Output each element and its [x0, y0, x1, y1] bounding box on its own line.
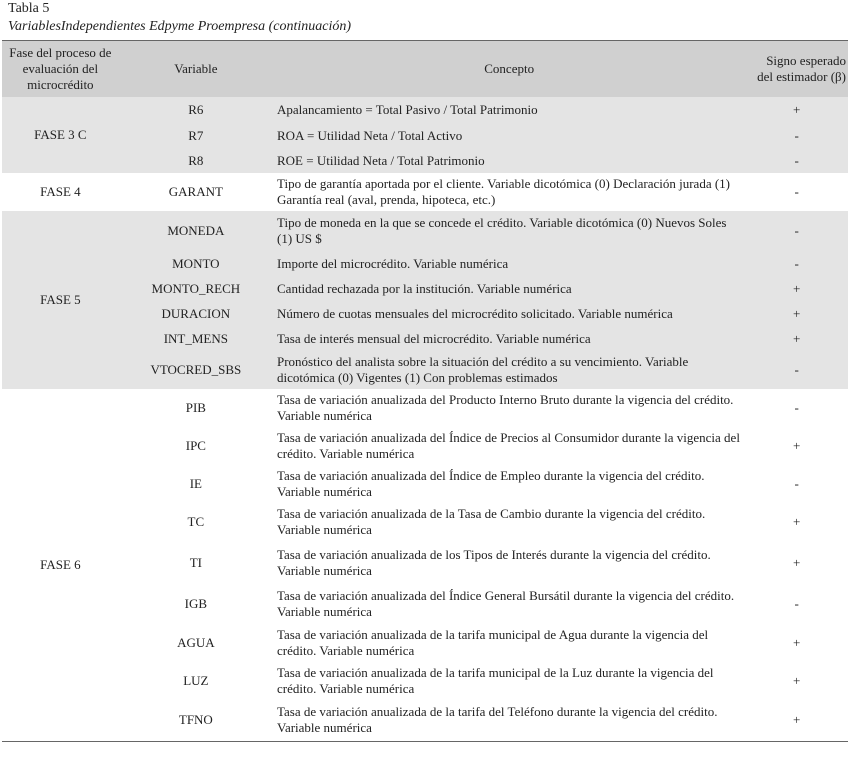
table-row — [2, 251, 848, 276]
concepto-cell: Tasa de variación anualizada del Índice de Empleo durante la vigencia del crédito. Variable numérica — [277, 468, 705, 499]
signo-cell: + — [793, 673, 801, 688]
table-row — [2, 465, 848, 503]
table-row — [2, 123, 848, 148]
variable-cell: GARANT — [168, 184, 223, 199]
variable-cell: IGB — [184, 596, 208, 611]
table-row — [2, 326, 848, 351]
header-signo: Signo esperado del estimador (β) — [757, 53, 846, 84]
header-fase: Fase del proceso de evaluación del microcrédito — [9, 45, 112, 92]
concepto-cell: Cantidad rechazada por la institución. Variable numérica — [277, 280, 572, 296]
table-row — [2, 148, 848, 173]
variable-cell: MONEDA — [167, 223, 225, 238]
table-row — [2, 211, 848, 251]
table-row — [2, 351, 848, 389]
variable-cell: R6 — [188, 102, 204, 117]
group-fase-6 — [2, 389, 848, 741]
variable-cell: TFNO — [178, 712, 213, 728]
signo-cell: - — [794, 362, 799, 377]
signo-cell: + — [793, 554, 801, 570]
table-header-row — [2, 41, 848, 98]
variable-cell: R8 — [188, 152, 204, 168]
concepto-cell: ROA = Utilidad Neta / Total Activo — [277, 127, 463, 143]
group-fase-4 — [2, 173, 848, 211]
concepto-cell: Tasa de variación anualizada del Producto Interno Bruto durante la vigencia del crédito. Variable numérica — [277, 392, 734, 423]
variable-cell: INT_MENS — [163, 330, 228, 346]
table-label: Tabla 5 — [8, 1, 50, 16]
signo-cell: - — [794, 223, 799, 238]
fase-cell: FASE 4 — [40, 184, 81, 199]
variable-cell: TC — [187, 514, 205, 529]
fase-cell: FASE 3 C — [34, 127, 87, 142]
signo-cell: - — [794, 596, 799, 611]
variable-cell: PIB — [185, 400, 206, 415]
signo-cell: - — [794, 400, 799, 415]
fase-cell: FASE 6 — [40, 556, 81, 572]
group-fase-5 — [2, 211, 848, 389]
concepto-cell: Pronóstico del analista sobre la situación del crédito a su vencimiento. Variable dicotómica (0) Vigentes (1) Con problemas estimados — [277, 354, 689, 385]
concepto-cell: Importe del microcrédito. Variable numérica — [277, 255, 509, 271]
signo-cell: - — [794, 255, 799, 271]
signo-cell: + — [793, 305, 801, 321]
variable-cell: DURACION — [161, 305, 231, 321]
concepto-cell: Número de cuotas mensuales del microcrédito solicitado. Variable numérica — [277, 305, 673, 321]
concepto-cell: Tipo de garantía aportada por el cliente. Variable dicotómica (0) Declaración jurada (1) Garantía real (aval, prenda, hipoteca, etc.) — [277, 176, 731, 207]
signo-cell: + — [793, 280, 801, 296]
concepto-cell: Tasa de variación anualizada de la Tasa de Cambio durante la vigencia del crédito. Variable numérica — [277, 506, 706, 537]
table-row — [2, 173, 848, 211]
signo-cell: - — [794, 152, 799, 168]
concepto-cell: Tasa de variación anualizada de la tarifa municipal de Agua durante la vigencia del crédito. Variable numérica — [277, 627, 709, 658]
concepto-cell: Tasa de variación anualizada de la tarifa municipal de la Luz durante la vigencia del crédito. Variable numérica — [277, 665, 714, 696]
signo-cell: + — [793, 330, 801, 346]
variable-cell: IPC — [185, 438, 206, 453]
table-row — [2, 662, 848, 700]
concepto-cell: Apalancamiento = Total Pasivo / Total Patrimonio — [277, 102, 538, 117]
variable-cell: IE — [189, 476, 202, 491]
concepto-cell: Tasa de variación anualizada del Índice de Precios al Consumidor durante la vigencia del crédito. Variable numérica — [277, 430, 740, 461]
variable-cell: MONTO — [172, 255, 220, 271]
variable-cell: VTOCRED_SBS — [150, 362, 242, 377]
concepto-cell: Tasa de variación anualizada del Índice General Bursátil durante la vigencia del crédito. Variable numérica — [277, 588, 735, 619]
signo-cell: + — [793, 438, 801, 453]
concepto-cell: Tipo de moneda en la que se concede el crédito. Variable dicotómica (0) Nuevos Soles (1) US $ — [277, 215, 727, 246]
signo-cell: - — [794, 127, 799, 143]
table-row — [2, 389, 848, 427]
variable-cell: R7 — [188, 127, 204, 143]
signo-cell: + — [793, 712, 801, 728]
table-row — [2, 503, 848, 541]
variable-cell: LUZ — [183, 673, 209, 688]
signo-cell: + — [793, 514, 801, 529]
fase-cell: FASE 5 — [40, 292, 81, 307]
concepto-cell: Tasa de variación anualizada de la tarifa del Teléfono durante la vigencia del crédito. Variable numérica — [277, 704, 718, 736]
signo-cell: - — [794, 476, 799, 491]
table-row — [2, 276, 848, 301]
table-row — [2, 301, 848, 326]
table-title: VariablesIndependientes Edpyme Proempresa (continuación) — [8, 19, 352, 34]
signo-cell: + — [793, 635, 801, 650]
table-row — [2, 700, 848, 741]
variable-cell: TI — [189, 554, 202, 570]
variables-table — [2, 40, 848, 742]
table-row — [2, 624, 848, 662]
header-concepto: Concepto — [484, 61, 535, 76]
header-variable: Variable — [174, 61, 218, 76]
variable-cell: AGUA — [177, 635, 215, 650]
signo-cell: - — [794, 184, 799, 199]
concepto-cell: Tasa de interés mensual del microcrédito. Variable numérica — [277, 330, 591, 346]
concepto-cell: ROE = Utilidad Neta / Total Patrimonio — [277, 152, 485, 168]
group-fase-3c — [2, 97, 848, 173]
concepto-cell: Tasa de variación anualizada de los Tipos de Interés durante la vigencia del crédito. Variable numérica — [277, 546, 711, 578]
table-row — [2, 427, 848, 465]
variable-cell: MONTO_RECH — [151, 280, 241, 296]
table-row — [2, 541, 848, 584]
signo-cell: + — [793, 102, 801, 117]
table-row — [2, 97, 848, 123]
table-row — [2, 584, 848, 624]
